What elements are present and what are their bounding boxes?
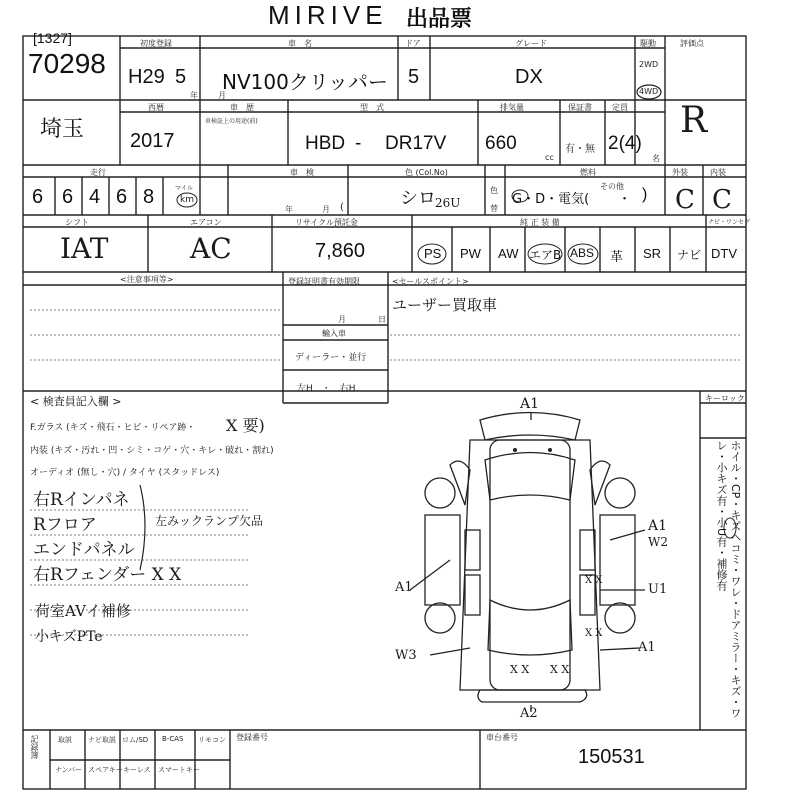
equipment-label: 純 正 装 備 xyxy=(520,218,560,227)
interior-line: 内装 (キズ・汚れ・凹・シミ・コゲ・穴・キレ・破れ・割れ) xyxy=(30,446,274,456)
interior-grade: C xyxy=(712,185,732,215)
footer-item: 取説 xyxy=(58,736,72,744)
history-label: 車 歴 xyxy=(230,103,254,112)
handle-side: 左H ・ 右H xyxy=(297,384,356,394)
damage-mark: U1 xyxy=(648,582,668,597)
footer-item: スマートキー xyxy=(158,766,200,774)
color-sub: 色 xyxy=(490,186,498,195)
damage-mark: X X xyxy=(550,663,570,676)
fuel-other: その他 xyxy=(600,182,624,191)
damage-mark: W3 xyxy=(395,648,417,663)
chassis-label: 車台番号 xyxy=(486,733,518,742)
inspection-year: 年 xyxy=(285,205,293,214)
shift-value: IAT xyxy=(60,232,109,265)
lot-bracket-number: [1327] xyxy=(33,30,72,46)
footer-item: ロム/SD xyxy=(122,736,149,744)
handwritten-note: 荷室AVイ補修 xyxy=(35,602,131,620)
damage-mark: A1 xyxy=(395,580,413,595)
inspection-label: 車 検 xyxy=(290,168,314,177)
displacement-label: 排気量 xyxy=(500,103,524,112)
equipment-sr: SR xyxy=(643,246,662,261)
history-sublabel: 車検証上の用途(前) xyxy=(205,118,258,125)
fuel-dot: ・ xyxy=(618,191,632,206)
equipment-dtv: DTV xyxy=(711,246,737,261)
score-label: 評価点 xyxy=(680,39,704,48)
grade-value: DX xyxy=(515,66,543,88)
warranty-options: 有・無 xyxy=(565,144,595,155)
audio-line: オーディオ (無し・穴) / タイヤ (スタッドレス) xyxy=(30,468,220,478)
capacity-value: 2(4) xyxy=(608,133,642,154)
equipment-navi: ナビ xyxy=(677,248,702,262)
west-year-label: 西暦 xyxy=(148,103,164,112)
equipment-aw: AW xyxy=(498,246,519,261)
exterior-label: 外装 xyxy=(672,168,688,177)
damage-mark: X X xyxy=(585,575,603,586)
handwritten-note: 右Rインパネ xyxy=(33,490,130,510)
footer-item: B-CAS xyxy=(162,735,184,743)
handwritten-side-note: 左みックランプ欠品 xyxy=(155,514,264,528)
inspection-paren: ( xyxy=(340,202,344,213)
inspector-heading: < 検査員記入欄 > xyxy=(30,395,122,408)
plate-number-label: 登録番号 xyxy=(236,733,268,742)
handwritten-note: 小キズPTe xyxy=(35,629,103,645)
equipment-abs: ABS xyxy=(570,246,595,260)
grade-label: グレード xyxy=(515,39,547,48)
capacity-label: 定員 xyxy=(612,103,628,112)
damage-mark: W2 xyxy=(648,535,668,549)
model-dash: - xyxy=(355,133,362,154)
exterior-grade: C xyxy=(675,185,695,215)
glass-line: F.ガラス (キズ・飛石・ヒビ・リペア跡・ xyxy=(30,423,196,433)
model-prefix: HBD xyxy=(305,133,346,154)
equipment-side-label: ナビ・ワンセグ xyxy=(708,219,751,226)
chassis-number: 150531 xyxy=(578,746,645,768)
car-name-value: NV100クリッパー xyxy=(222,70,389,94)
shift-label: シフト xyxy=(65,218,89,227)
interior-label: 内装 xyxy=(710,168,726,177)
mileage-digit: 6 xyxy=(32,186,44,208)
drive-4wd: 4WD xyxy=(639,87,659,96)
footer-item: キーレス xyxy=(123,766,151,774)
color-value: シロ xyxy=(400,188,436,209)
month-unit: 月 xyxy=(218,91,226,100)
west-year-value: 2017 xyxy=(130,130,175,152)
drive-2wd: 2WD xyxy=(639,60,659,69)
sale-points-label: <セールスポイント> xyxy=(392,277,469,286)
color-number: 26U xyxy=(435,196,461,210)
damage-mark: A1 xyxy=(520,396,540,412)
displacement-value: 660 xyxy=(485,133,517,154)
mileage-digit: 8 xyxy=(143,186,155,208)
vertical-side-note: ホイル・CP・キズヘコミ・ワレ・ドアミラー・キズ・ワレ・小キズ有・小U有・補修有 xyxy=(715,440,742,719)
model-label: 型 式 xyxy=(360,103,384,112)
record-book-label: 記録簿 xyxy=(30,735,39,759)
footer-item: リモコン xyxy=(198,736,226,744)
capacity-unit: 名 xyxy=(652,154,660,163)
lot-number: 70298 xyxy=(28,48,106,79)
year-label: 初度登録 xyxy=(140,39,172,48)
registration-month: 月 xyxy=(338,315,346,324)
import-type: ディーラー・並行 xyxy=(295,353,367,363)
era-value: H29 xyxy=(128,66,165,88)
handwritten-note: Rフロア xyxy=(33,515,97,535)
km-mark: km xyxy=(180,195,194,205)
equipment-airbag: エアB xyxy=(529,248,562,262)
damage-mark: X X xyxy=(585,628,603,639)
color-change: 替 xyxy=(490,204,498,213)
mileage-digit: 6 xyxy=(116,186,128,208)
recycle-label: リサイクル預託金 xyxy=(295,218,358,227)
car-name-label: 車 名 xyxy=(288,39,312,48)
fuel-close: ) xyxy=(642,186,648,203)
equipment-leather: 革 xyxy=(610,250,624,265)
doors-value: 5 xyxy=(408,66,420,88)
damage-mark: A1 xyxy=(638,640,656,655)
model-code: DR17V xyxy=(385,133,447,154)
glass-mark: X 要) xyxy=(226,416,265,435)
month-value: 5 xyxy=(175,66,187,88)
damage-mark: X X xyxy=(510,663,530,676)
footer-item: スペアキー xyxy=(88,766,123,774)
region: 埼玉 xyxy=(40,117,85,142)
damage-mark: A2 xyxy=(520,706,538,721)
aircon-label: エアコン xyxy=(190,218,222,227)
equipment-pw: PW xyxy=(460,246,481,261)
registration-day: 日 xyxy=(378,315,386,324)
fuel-options: G・D・電気( xyxy=(512,192,590,207)
cc-unit: cc xyxy=(545,153,554,162)
score-value: R xyxy=(680,100,708,141)
year-unit: 年 xyxy=(190,91,198,100)
handwritten-note: エンドパネル xyxy=(33,540,135,560)
form-title: 出品票 xyxy=(406,7,473,32)
damage-mark: A1 xyxy=(648,518,668,534)
notice-label: <注意事項等> xyxy=(120,275,174,284)
footer-item: ナビ取説 xyxy=(88,736,116,744)
door-label: ドア xyxy=(405,39,421,48)
equipment-ps: PS xyxy=(424,246,442,261)
inspection-month: 月 xyxy=(322,205,330,214)
color-label: 色 (Col.No) xyxy=(405,168,448,177)
mileage-digit: 4 xyxy=(89,186,101,208)
fuel-label: 燃料 xyxy=(580,168,596,177)
drive-label: 駆動 xyxy=(640,39,656,48)
mile-mark: マイル xyxy=(175,185,193,192)
recycle-value: 7,860 xyxy=(315,240,366,262)
aircon-value: AC xyxy=(190,232,232,265)
sale-point: ユーザー買取車 xyxy=(392,296,498,314)
handwritten-note: 右Rフェンダー X X xyxy=(33,565,182,585)
mileage-label: 走行 xyxy=(90,168,106,177)
brand-title: MIRIVE xyxy=(268,0,388,30)
warranty-label: 保証書 xyxy=(568,103,592,112)
import-label: 輸入車 xyxy=(322,329,346,338)
mileage-digit: 6 xyxy=(62,186,74,208)
keylock-label: キーロック xyxy=(705,394,745,403)
footer-item: ナンバー xyxy=(55,766,83,774)
registration-label: 登録証明書有効期限 xyxy=(288,277,360,286)
